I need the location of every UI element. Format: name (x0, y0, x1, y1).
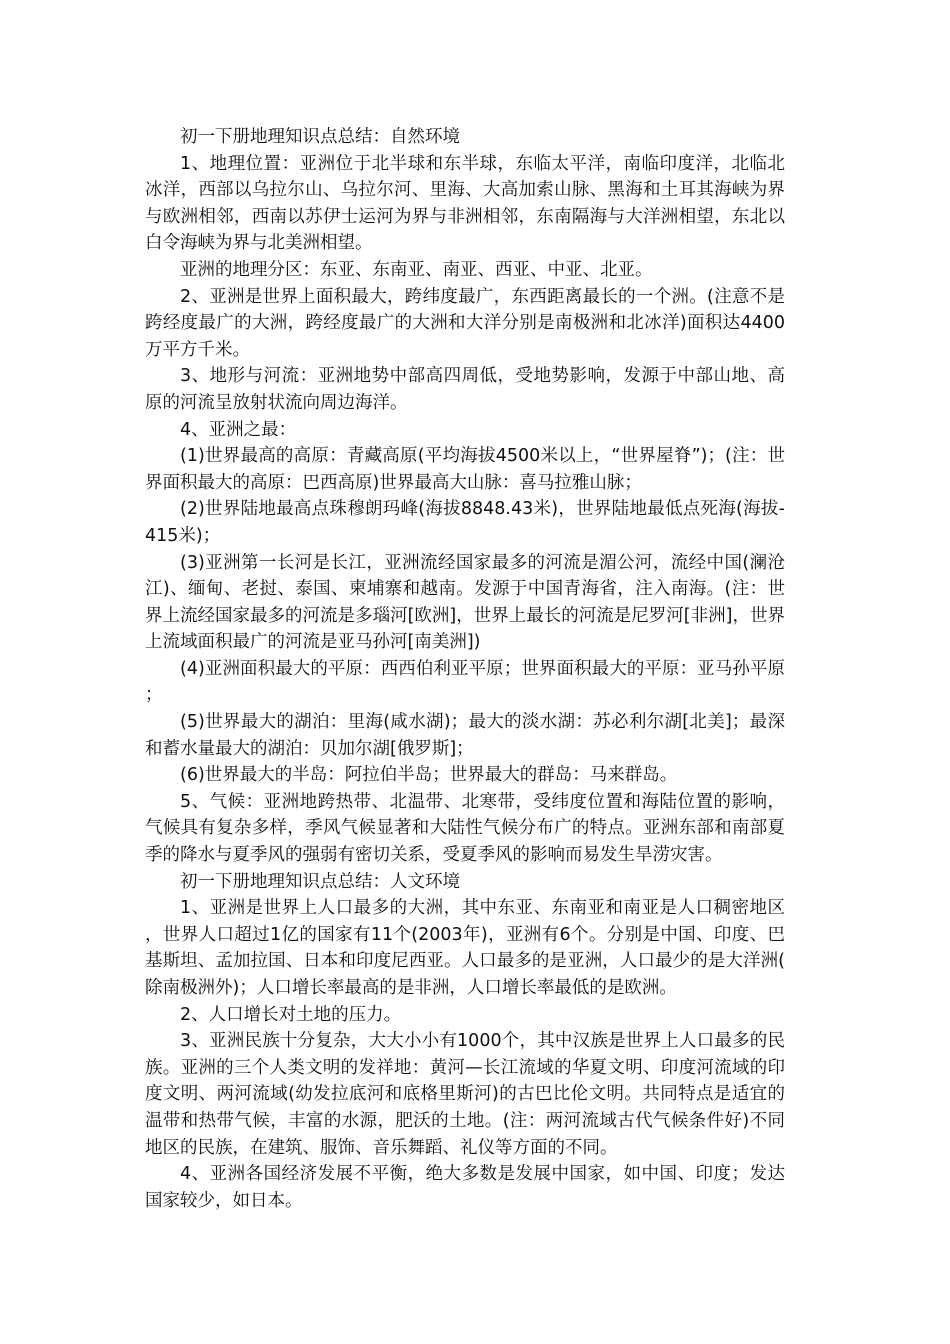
list-item-plateau: (1)世界最高的高原：青藏高原(平均海拔4500米以上，“世界屋脊”)；(注：世界面积最大的高原：巴西高原)世界最高大山脉：喜马拉雅山脉； (145, 446, 785, 493)
paragraph-ethnic-civilizations: 3、亚洲民族十分复杂，大大小小有1000个，其中汉族是世界上人口最多的民族。亚洲的三个人类文明的发祥地：黄河—长江流域的华夏文明、印度河流域的印度文明、两河流域(幼发拉底河和底格里斯河)的古巴比伦文明。共同特点是适宜的温带和热带气候，丰富的水源，肥沃的土地。(注：两河流域古代气候条件好)不同地区的民族，在建筑、服饰、音乐舞蹈、礼仪等方面的不同。 (145, 1031, 785, 1158)
paragraph-economy: 4、亚洲各国经济发展不平衡，绝大多数是发展中国家，如中国、印度；发达国家较少，如日本。 (145, 1164, 785, 1211)
list-item-rivers: (3)亚洲第一长河是长江，亚洲流经国家最多的河流是湄公河，流经中国(澜沧江)、缅甸、老挝、泰国、柬埔寨和越南。发源于中国青海省，注入南海。(注：世界上流经国家最多的河流是多瑙河[欧洲]，世界上最长的河流是尼罗河[非洲]，世界上流域面积最广的河流是亚马孙河[南美洲]) (145, 552, 785, 653)
paragraph-area: 2、亚洲是世界上面积最大，跨纬度最广，东西距离最长的一个洲。(注意不是跨经度最广的大洲，跨经度最广的大洲和大洋分别是南极洲和北冰洋)面积达4400万平方千米。 (145, 286, 785, 360)
section-heading-natural: 初一下册地理知识点总结：自然环境 (180, 127, 460, 147)
list-item-highest-lowest: (2)世界陆地最高点珠穆朗玛峰(海拔8848.43米)，世界陆地最低点死海(海拔-415米)； (145, 499, 785, 546)
list-item-plains: (4)亚洲面积最大的平原：西西伯利亚平原；世界面积最大的平原：亚马孙平原； (145, 658, 785, 706)
section-heading-human: 初一下册地理知识点总结：人文环境 (180, 871, 460, 892)
paragraph-terrain-rivers: 3、地形与河流：亚洲地势中部高四周低，受地势影响，发源于中部山地、高原的河流呈放射状流向周边海洋。 (145, 366, 785, 413)
document-page (145, 124, 785, 1214)
paragraph-climate: 5、气候：亚洲地跨热带、北温带、北寒带，受纬度位置和海陆位置的影响，气候具有复杂多样，季风气候显著和大陆性气候分布广的特点。亚洲东部和南部夏季的降水与夏季风的强弱有密切关系，受夏季风的影响而易发生旱涝灾害。 (145, 791, 785, 866)
paragraph-location: 1、地理位置：亚洲位于北半球和东半球，东临太平洋，南临印度洋，北临北冰洋，西部以乌拉尔山、乌拉尔河、里海、大高加索山脉、黑海和土耳其海峡为界与欧洲相邻，西南以苏伊士运河为界与非洲相邻，东南隔海与大洋洲相望，东北以白令海峡为界与北美洲相望。 (145, 153, 785, 254)
paragraph-records-heading: 4、亚洲之最： (180, 419, 297, 440)
list-item-peninsula: (6)世界最大的半岛：阿拉伯半岛；世界最大的群岛：马来群岛。 (180, 765, 678, 786)
paragraph-land-pressure: 2、人口增长对土地的压力。 (180, 1004, 402, 1025)
list-item-lakes: (5)世界最大的湖泊：里海(咸水湖)；最大的淡水湖：苏必利尔湖[北美]；最深和蓄水量最大的湖泊：贝加尔湖[俄罗斯]； (145, 712, 785, 759)
paragraph-population: 1、亚洲是世界上人口最多的大洲，其中东亚、东南亚和南亚是人口稠密地区，世界人口超过1亿的国家有11个(2003年)，亚洲有6个。分别是中国、印度、巴基斯坦、孟加拉国、日本和印度尼西亚。人口最多的是亚洲，人口最少的是大洋洲(除南极洲外)；人口增长率最高的是非洲，人口增长率最低的是欧洲。 (145, 898, 785, 998)
paragraph-regions: 亚洲的地理分区：东亚、东南亚、南亚、西亚、中亚、北亚。 (180, 259, 653, 280)
